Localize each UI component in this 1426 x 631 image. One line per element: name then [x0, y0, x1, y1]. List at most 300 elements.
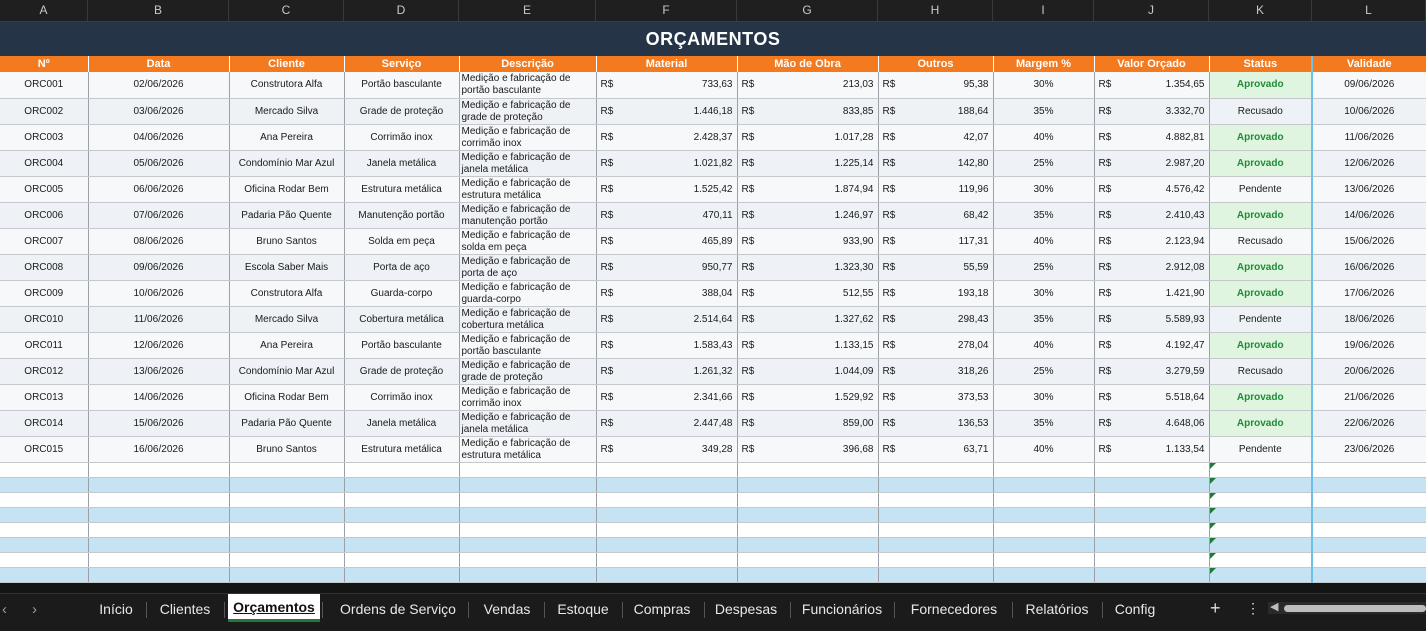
data-cell[interactable]: 11/06/2026: [88, 306, 229, 332]
sheet-tab[interactable]: [792, 594, 892, 624]
empty-cell[interactable]: [1209, 567, 1312, 582]
mao-cell[interactable]: [737, 98, 878, 124]
header-cell[interactable]: Mão de Obra: [737, 56, 878, 72]
empty-cell[interactable]: [737, 507, 878, 522]
data-cell[interactable]: 05/06/2026: [88, 150, 229, 176]
mao-cell[interactable]: [737, 228, 878, 254]
cliente-cell[interactable]: Padaria Pão Quente: [229, 202, 344, 228]
material-cell[interactable]: [596, 254, 737, 280]
empty-cell[interactable]: [88, 477, 229, 492]
valor-cell[interactable]: [1094, 254, 1209, 280]
num-cell[interactable]: ORC010: [0, 306, 88, 332]
margem-cell[interactable]: 40%: [993, 332, 1094, 358]
header-cell[interactable]: Validade: [1312, 56, 1426, 72]
empty-cell[interactable]: [1312, 537, 1426, 552]
material-cell[interactable]: [596, 384, 737, 410]
data-cell[interactable]: 13/06/2026: [88, 358, 229, 384]
valor-cell[interactable]: [1094, 332, 1209, 358]
empty-cell[interactable]: [596, 462, 737, 477]
empty-cell[interactable]: [1312, 567, 1426, 582]
cliente-cell[interactable]: Mercado Silva: [229, 306, 344, 332]
column-letter-c[interactable]: C: [229, 0, 344, 21]
status-cell[interactable]: Aprovado: [1209, 72, 1312, 98]
material-cell[interactable]: [596, 306, 737, 332]
mao-cell[interactable]: [737, 410, 878, 436]
status-cell[interactable]: Recusado: [1209, 228, 1312, 254]
empty-cell[interactable]: [0, 477, 88, 492]
valor-cell[interactable]: [1094, 98, 1209, 124]
empty-cell[interactable]: [878, 537, 993, 552]
chevron-left-icon[interactable]: ‹: [2, 601, 7, 618]
column-letter-f[interactable]: F: [596, 0, 737, 21]
empty-cell[interactable]: [1312, 552, 1426, 567]
status-cell[interactable]: Aprovado: [1209, 202, 1312, 228]
empty-cell[interactable]: [737, 462, 878, 477]
sheet-tab[interactable]: [148, 594, 222, 624]
header-cell[interactable]: Margem %: [993, 56, 1094, 72]
validade-cell[interactable]: 15/06/2026: [1312, 228, 1426, 254]
mao-cell[interactable]: [737, 306, 878, 332]
valor-cell[interactable]: [1094, 280, 1209, 306]
material-cell[interactable]: [596, 228, 737, 254]
add-sheet-button[interactable]: +: [1210, 598, 1221, 618]
outros-cell[interactable]: [878, 436, 993, 462]
cliente-cell[interactable]: Bruno Santos: [229, 228, 344, 254]
empty-cell[interactable]: [229, 462, 344, 477]
empty-cell[interactable]: [993, 552, 1094, 567]
servico-cell[interactable]: Janela metálica: [344, 150, 459, 176]
descricao-cell[interactable]: Medição e fabricação de estrutura metálica: [459, 176, 596, 202]
descricao-cell[interactable]: Medição e fabricação de manutenção portão: [459, 202, 596, 228]
empty-cell[interactable]: [88, 552, 229, 567]
header-cell[interactable]: Status: [1209, 56, 1312, 72]
num-cell[interactable]: ORC009: [0, 280, 88, 306]
cliente-cell[interactable]: Bruno Santos: [229, 436, 344, 462]
outros-cell[interactable]: [878, 410, 993, 436]
material-cell[interactable]: [596, 332, 737, 358]
cliente-cell[interactable]: Condomínio Mar Azul: [229, 358, 344, 384]
material-cell[interactable]: [596, 150, 737, 176]
margem-cell[interactable]: 25%: [993, 254, 1094, 280]
descricao-cell[interactable]: Medição e fabricação de janela metálica: [459, 410, 596, 436]
empty-cell[interactable]: [878, 462, 993, 477]
header-cell[interactable]: Nº: [0, 56, 88, 72]
material-cell[interactable]: [596, 410, 737, 436]
empty-cell[interactable]: [737, 537, 878, 552]
sheet-tab[interactable]: [472, 594, 542, 624]
cliente-cell[interactable]: Mercado Silva: [229, 98, 344, 124]
empty-cell[interactable]: [88, 537, 229, 552]
num-cell[interactable]: ORC015: [0, 436, 88, 462]
empty-cell[interactable]: [88, 492, 229, 507]
empty-cell[interactable]: [596, 492, 737, 507]
column-letter-i[interactable]: I: [993, 0, 1094, 21]
status-cell[interactable]: Recusado: [1209, 358, 1312, 384]
servico-cell[interactable]: Grade de proteção: [344, 98, 459, 124]
validade-cell[interactable]: 20/06/2026: [1312, 358, 1426, 384]
empty-cell[interactable]: [1094, 477, 1209, 492]
valor-cell[interactable]: [1094, 384, 1209, 410]
horizontal-scrollbar[interactable]: [1268, 602, 1426, 614]
material-cell[interactable]: [596, 98, 737, 124]
empty-cell[interactable]: [1312, 507, 1426, 522]
material-cell[interactable]: [596, 124, 737, 150]
empty-cell[interactable]: [993, 522, 1094, 537]
data-cell[interactable]: 09/06/2026: [88, 254, 229, 280]
empty-cell[interactable]: [0, 522, 88, 537]
empty-cell[interactable]: [459, 567, 596, 582]
empty-cell[interactable]: [459, 522, 596, 537]
empty-cell[interactable]: [1209, 537, 1312, 552]
empty-cell[interactable]: [993, 462, 1094, 477]
empty-cell[interactable]: [1094, 537, 1209, 552]
validade-cell[interactable]: 14/06/2026: [1312, 202, 1426, 228]
descricao-cell[interactable]: Medição e fabricação de grade de proteção: [459, 98, 596, 124]
empty-cell[interactable]: [0, 462, 88, 477]
empty-cell[interactable]: [1094, 492, 1209, 507]
descricao-cell[interactable]: Medição e fabricação de solda em peça: [459, 228, 596, 254]
empty-cell[interactable]: [1209, 522, 1312, 537]
empty-cell[interactable]: [344, 552, 459, 567]
descricao-cell[interactable]: Medição e fabricação de janela metálica: [459, 150, 596, 176]
header-cell[interactable]: Cliente: [229, 56, 344, 72]
margem-cell[interactable]: 40%: [993, 124, 1094, 150]
empty-cell[interactable]: [1312, 492, 1426, 507]
empty-cell[interactable]: [878, 507, 993, 522]
cliente-cell[interactable]: Oficina Rodar Bem: [229, 176, 344, 202]
num-cell[interactable]: ORC014: [0, 410, 88, 436]
empty-cell[interactable]: [344, 462, 459, 477]
valor-cell[interactable]: [1094, 228, 1209, 254]
cliente-cell[interactable]: Escola Saber Mais: [229, 254, 344, 280]
margem-cell[interactable]: 30%: [993, 72, 1094, 98]
servico-cell[interactable]: Porta de aço: [344, 254, 459, 280]
mao-cell[interactable]: [737, 72, 878, 98]
cliente-cell[interactable]: Condomínio Mar Azul: [229, 150, 344, 176]
num-cell[interactable]: ORC001: [0, 72, 88, 98]
empty-cell[interactable]: [229, 522, 344, 537]
validade-cell[interactable]: 21/06/2026: [1312, 384, 1426, 410]
margem-cell[interactable]: 35%: [993, 202, 1094, 228]
num-cell[interactable]: ORC013: [0, 384, 88, 410]
num-cell[interactable]: ORC004: [0, 150, 88, 176]
material-cell[interactable]: [596, 358, 737, 384]
empty-cell[interactable]: [596, 567, 737, 582]
empty-cell[interactable]: [1209, 492, 1312, 507]
header-cell[interactable]: Serviço: [344, 56, 459, 72]
data-cell[interactable]: 08/06/2026: [88, 228, 229, 254]
servico-cell[interactable]: Corrimão inox: [344, 384, 459, 410]
servico-cell[interactable]: Manutenção portão: [344, 202, 459, 228]
servico-cell[interactable]: Grade de proteção: [344, 358, 459, 384]
cliente-cell[interactable]: Ana Pereira: [229, 332, 344, 358]
cliente-cell[interactable]: Construtora Alfa: [229, 72, 344, 98]
valor-cell[interactable]: [1094, 306, 1209, 332]
empty-cell[interactable]: [1312, 522, 1426, 537]
empty-cell[interactable]: [878, 567, 993, 582]
data-cell[interactable]: 02/06/2026: [88, 72, 229, 98]
mao-cell[interactable]: [737, 280, 878, 306]
sheet-tab[interactable]: [704, 594, 788, 624]
header-cell[interactable]: Data: [88, 56, 229, 72]
empty-cell[interactable]: [737, 567, 878, 582]
header-cell[interactable]: Valor Orçado: [1094, 56, 1209, 72]
data-cell[interactable]: 03/06/2026: [88, 98, 229, 124]
margem-cell[interactable]: 35%: [993, 306, 1094, 332]
outros-cell[interactable]: [878, 228, 993, 254]
empty-cell[interactable]: [459, 507, 596, 522]
empty-cell[interactable]: [0, 492, 88, 507]
num-cell[interactable]: ORC003: [0, 124, 88, 150]
validade-cell[interactable]: 12/06/2026: [1312, 150, 1426, 176]
empty-cell[interactable]: [459, 552, 596, 567]
valor-cell[interactable]: [1094, 202, 1209, 228]
margem-cell[interactable]: 30%: [993, 176, 1094, 202]
cliente-cell[interactable]: Construtora Alfa: [229, 280, 344, 306]
empty-cell[interactable]: [993, 477, 1094, 492]
empty-cell[interactable]: [0, 552, 88, 567]
header-cell[interactable]: Material: [596, 56, 737, 72]
servico-cell[interactable]: Corrimão inox: [344, 124, 459, 150]
sheet-tab[interactable]: [228, 594, 320, 622]
data-cell[interactable]: 14/06/2026: [88, 384, 229, 410]
empty-cell[interactable]: [88, 567, 229, 582]
status-cell[interactable]: Recusado: [1209, 98, 1312, 124]
empty-cell[interactable]: [596, 522, 737, 537]
status-cell[interactable]: Pendente: [1209, 436, 1312, 462]
empty-cell[interactable]: [596, 477, 737, 492]
descricao-cell[interactable]: Medição e fabricação de portão basculante: [459, 72, 596, 98]
empty-cell[interactable]: [1312, 462, 1426, 477]
valor-cell[interactable]: [1094, 436, 1209, 462]
empty-cell[interactable]: [88, 462, 229, 477]
column-letter-a[interactable]: A: [0, 0, 88, 21]
sheet-tab[interactable]: [1104, 594, 1166, 624]
data-cell[interactable]: 16/06/2026: [88, 436, 229, 462]
servico-cell[interactable]: Portão basculante: [344, 72, 459, 98]
outros-cell[interactable]: [878, 98, 993, 124]
empty-cell[interactable]: [1312, 477, 1426, 492]
empty-cell[interactable]: [344, 537, 459, 552]
empty-cell[interactable]: [993, 567, 1094, 582]
column-letter-d[interactable]: D: [344, 0, 459, 21]
num-cell[interactable]: ORC005: [0, 176, 88, 202]
empty-cell[interactable]: [737, 477, 878, 492]
margem-cell[interactable]: 35%: [993, 98, 1094, 124]
servico-cell[interactable]: Estrutura metálica: [344, 436, 459, 462]
sheet-tab[interactable]: [546, 594, 620, 624]
empty-cell[interactable]: [229, 552, 344, 567]
empty-cell[interactable]: [1094, 507, 1209, 522]
num-cell[interactable]: ORC006: [0, 202, 88, 228]
sheet-tab[interactable]: [88, 594, 144, 624]
mao-cell[interactable]: [737, 332, 878, 358]
descricao-cell[interactable]: Medição e fabricação de corrimão inox: [459, 124, 596, 150]
empty-cell[interactable]: [1209, 552, 1312, 567]
material-cell[interactable]: [596, 176, 737, 202]
servico-cell[interactable]: Cobertura metálica: [344, 306, 459, 332]
empty-cell[interactable]: [459, 477, 596, 492]
empty-cell[interactable]: [0, 537, 88, 552]
material-cell[interactable]: [596, 72, 737, 98]
outros-cell[interactable]: [878, 358, 993, 384]
num-cell[interactable]: ORC012: [0, 358, 88, 384]
material-cell[interactable]: [596, 436, 737, 462]
servico-cell[interactable]: Solda em peça: [344, 228, 459, 254]
validade-cell[interactable]: 11/06/2026: [1312, 124, 1426, 150]
outros-cell[interactable]: [878, 176, 993, 202]
outros-cell[interactable]: [878, 254, 993, 280]
outros-cell[interactable]: [878, 280, 993, 306]
empty-cell[interactable]: [1094, 567, 1209, 582]
column-letter-g[interactable]: G: [737, 0, 878, 21]
sheet-tab[interactable]: [1014, 594, 1100, 624]
empty-cell[interactable]: [993, 507, 1094, 522]
empty-cell[interactable]: [229, 492, 344, 507]
status-cell[interactable]: Aprovado: [1209, 150, 1312, 176]
num-cell[interactable]: ORC002: [0, 98, 88, 124]
validade-cell[interactable]: 13/06/2026: [1312, 176, 1426, 202]
mao-cell[interactable]: [737, 384, 878, 410]
sheet-tab[interactable]: [898, 594, 1010, 624]
cliente-cell[interactable]: Oficina Rodar Bem: [229, 384, 344, 410]
empty-cell[interactable]: [88, 522, 229, 537]
outros-cell[interactable]: [878, 150, 993, 176]
empty-cell[interactable]: [878, 477, 993, 492]
cliente-cell[interactable]: Padaria Pão Quente: [229, 410, 344, 436]
empty-cell[interactable]: [0, 567, 88, 582]
descricao-cell[interactable]: Medição e fabricação de porta de aço: [459, 254, 596, 280]
servico-cell[interactable]: Estrutura metálica: [344, 176, 459, 202]
empty-cell[interactable]: [596, 552, 737, 567]
descricao-cell[interactable]: Medição e fabricação de grade de proteção: [459, 358, 596, 384]
header-cell[interactable]: Outros: [878, 56, 993, 72]
empty-cell[interactable]: [229, 507, 344, 522]
column-letter-e[interactable]: E: [459, 0, 596, 21]
empty-cell[interactable]: [737, 522, 878, 537]
empty-cell[interactable]: [344, 507, 459, 522]
outros-cell[interactable]: [878, 384, 993, 410]
mao-cell[interactable]: [737, 436, 878, 462]
empty-cell[interactable]: [459, 537, 596, 552]
validade-cell[interactable]: 22/06/2026: [1312, 410, 1426, 436]
empty-cell[interactable]: [1209, 477, 1312, 492]
margem-cell[interactable]: 25%: [993, 358, 1094, 384]
margem-cell[interactable]: 40%: [993, 436, 1094, 462]
empty-cell[interactable]: [1094, 552, 1209, 567]
empty-cell[interactable]: [229, 567, 344, 582]
validade-cell[interactable]: 18/06/2026: [1312, 306, 1426, 332]
column-letter-b[interactable]: B: [88, 0, 229, 21]
data-cell[interactable]: 07/06/2026: [88, 202, 229, 228]
descricao-cell[interactable]: Medição e fabricação de guarda-corpo: [459, 280, 596, 306]
mao-cell[interactable]: [737, 358, 878, 384]
empty-cell[interactable]: [1209, 462, 1312, 477]
status-cell[interactable]: Aprovado: [1209, 124, 1312, 150]
margem-cell[interactable]: 35%: [993, 410, 1094, 436]
outros-cell[interactable]: [878, 202, 993, 228]
empty-cell[interactable]: [344, 567, 459, 582]
empty-cell[interactable]: [0, 507, 88, 522]
material-cell[interactable]: [596, 280, 737, 306]
mao-cell[interactable]: [737, 202, 878, 228]
servico-cell[interactable]: Portão basculante: [344, 332, 459, 358]
valor-cell[interactable]: [1094, 410, 1209, 436]
status-cell[interactable]: Aprovado: [1209, 410, 1312, 436]
num-cell[interactable]: ORC007: [0, 228, 88, 254]
validade-cell[interactable]: 23/06/2026: [1312, 436, 1426, 462]
empty-cell[interactable]: [878, 492, 993, 507]
margem-cell[interactable]: 30%: [993, 384, 1094, 410]
status-cell[interactable]: Pendente: [1209, 306, 1312, 332]
empty-cell[interactable]: [459, 492, 596, 507]
descricao-cell[interactable]: Medição e fabricação de estrutura metálica: [459, 436, 596, 462]
cliente-cell[interactable]: Ana Pereira: [229, 124, 344, 150]
empty-cell[interactable]: [344, 522, 459, 537]
status-cell[interactable]: Pendente: [1209, 176, 1312, 202]
validade-cell[interactable]: 17/06/2026: [1312, 280, 1426, 306]
material-cell[interactable]: [596, 202, 737, 228]
descricao-cell[interactable]: Medição e fabricação de cobertura metálica: [459, 306, 596, 332]
empty-cell[interactable]: [459, 462, 596, 477]
servico-cell[interactable]: Guarda-corpo: [344, 280, 459, 306]
empty-cell[interactable]: [737, 552, 878, 567]
descricao-cell[interactable]: Medição e fabricação de corrimão inox: [459, 384, 596, 410]
margem-cell[interactable]: 25%: [993, 150, 1094, 176]
empty-cell[interactable]: [344, 477, 459, 492]
status-cell[interactable]: Aprovado: [1209, 280, 1312, 306]
valor-cell[interactable]: [1094, 72, 1209, 98]
empty-cell[interactable]: [596, 537, 737, 552]
sheet-tab[interactable]: [622, 594, 702, 624]
validade-cell[interactable]: 19/06/2026: [1312, 332, 1426, 358]
chevron-right-icon[interactable]: ›: [32, 601, 37, 618]
empty-cell[interactable]: [993, 537, 1094, 552]
empty-cell[interactable]: [1209, 507, 1312, 522]
empty-cell[interactable]: [993, 492, 1094, 507]
scrollbar-thumb[interactable]: [1284, 605, 1426, 612]
data-cell[interactable]: 10/06/2026: [88, 280, 229, 306]
outros-cell[interactable]: [878, 306, 993, 332]
column-letter-l[interactable]: L: [1312, 0, 1426, 21]
empty-cell[interactable]: [878, 522, 993, 537]
data-cell[interactable]: 04/06/2026: [88, 124, 229, 150]
empty-cell[interactable]: [229, 537, 344, 552]
empty-cell[interactable]: [737, 492, 878, 507]
mao-cell[interactable]: [737, 124, 878, 150]
scroll-left-icon[interactable]: ◀: [1270, 601, 1279, 613]
validade-cell[interactable]: 10/06/2026: [1312, 98, 1426, 124]
empty-cell[interactable]: [344, 492, 459, 507]
empty-cell[interactable]: [1094, 522, 1209, 537]
num-cell[interactable]: ORC008: [0, 254, 88, 280]
status-cell[interactable]: Aprovado: [1209, 254, 1312, 280]
mao-cell[interactable]: [737, 150, 878, 176]
margem-cell[interactable]: 30%: [993, 280, 1094, 306]
validade-cell[interactable]: 09/06/2026: [1312, 72, 1426, 98]
column-letter-j[interactable]: J: [1094, 0, 1209, 21]
data-cell[interactable]: 06/06/2026: [88, 176, 229, 202]
empty-cell[interactable]: [88, 507, 229, 522]
empty-cell[interactable]: [229, 477, 344, 492]
validade-cell[interactable]: 16/06/2026: [1312, 254, 1426, 280]
column-letter-h[interactable]: H: [878, 0, 993, 21]
num-cell[interactable]: ORC011: [0, 332, 88, 358]
valor-cell[interactable]: [1094, 358, 1209, 384]
more-sheets-icon[interactable]: ⋮: [1246, 600, 1260, 616]
mao-cell[interactable]: [737, 176, 878, 202]
outros-cell[interactable]: [878, 124, 993, 150]
